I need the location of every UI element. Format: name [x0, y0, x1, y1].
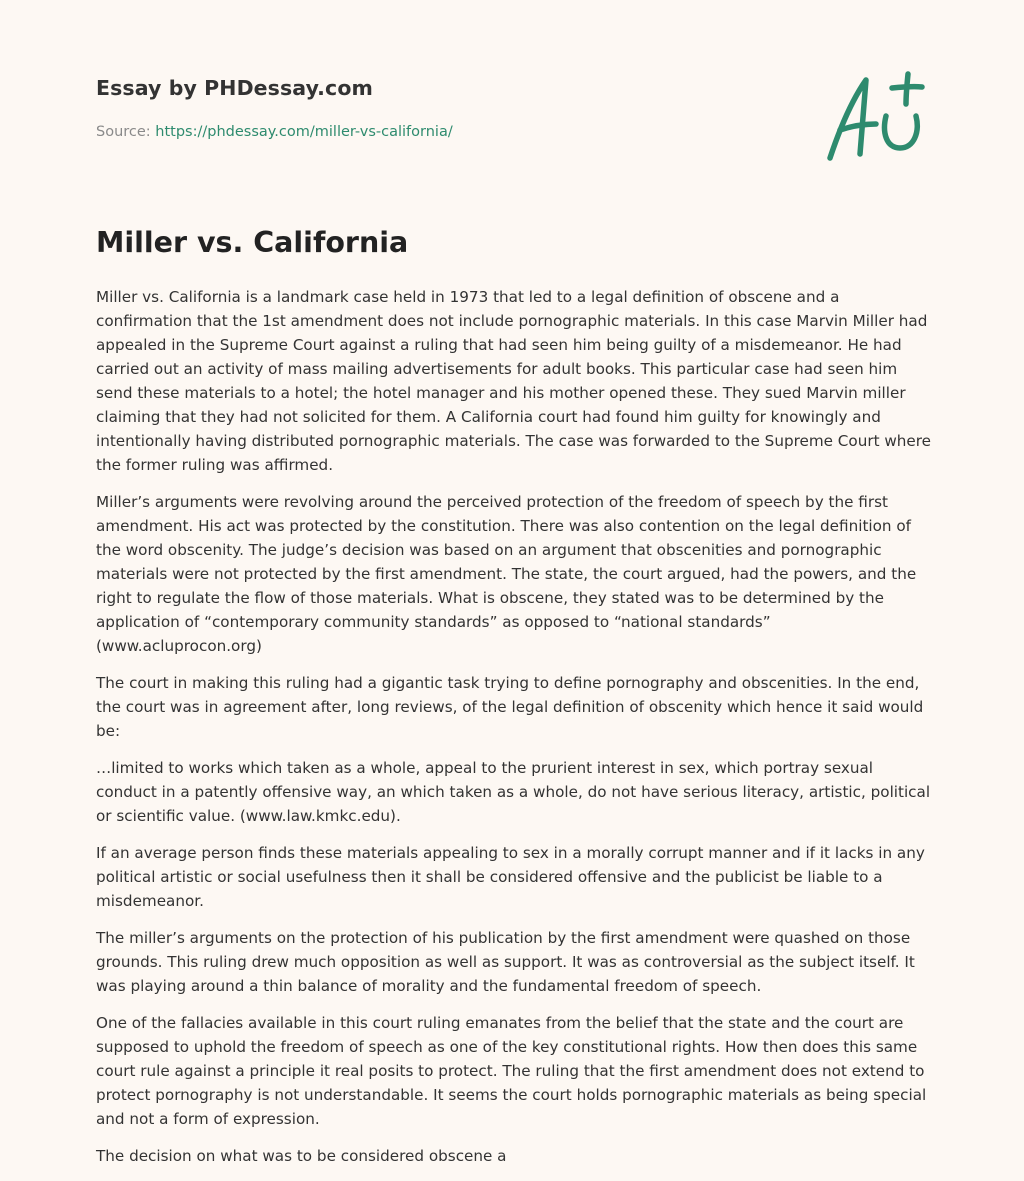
paragraph: The court in making this ruling had a gigantic task trying to define pornography and obscenities. In the end, the court was in agreement after, long reviews, of the legal definition of obscenity which hence it said would be:: [96, 674, 924, 740]
page-header: [96, 76, 796, 140]
a-plus-logo-icon: [822, 66, 930, 166]
paragraph: Miller’s arguments were revolving around the perceived protection of the freedom of speech by the first amendment. His act was protected by the constitution. There was also contention on the legal definition of the word obscenity. The judge’s decision was based on an argument that obscenities and pornographic materials were not protected by the first amendment. The state, the court argued, had the powers, and the right to regulate the flow of those materials. What is obscene, they stated was to be determined by the application of “contemporary community standards” as opposed to “national standards” (www.acluprocon.org): [96, 493, 917, 655]
article-body: [96, 285, 932, 1181]
paragraph: The miller’s arguments on the protection of his publication by the first amendment were quashed on those grounds. This ruling drew much opposition as well as support. It was as controversial as the subject itself. It was playing around a thin balance of morality and the fundamental freedom of speech.: [96, 929, 915, 995]
source-link[interactable]: https://phdessay.com/miller-vs-california/: [155, 124, 453, 140]
paragraph: …limited to works which taken as a whole, appeal to the prurient interest in sex, which portray sexual conduct in a patently offensive way, an which taken as a whole, do not have serious literacy, artistic, political or scientific value. (www.law.kmkc.edu).: [96, 759, 931, 825]
article-title: Miller vs. California: [96, 226, 409, 259]
brand-title: Essay by PHDessay.com: [96, 76, 373, 100]
paragraph: One of the fallacies available in this court ruling emanates from the belief that the state and the court are supposed to uphold the freedom of speech as one of the key constitutional rights. How then does this same court rule against a principle it real posits to protect. The ruling that the first amendment does not extend to protect pornography is not understandable. It seems the court holds pornographic materials as being special and not a form of expression.: [96, 1014, 927, 1128]
paragraph: If an average person finds these materials appealing to sex in a morally corrupt manner and if it lacks in any political artistic or social usefulness then it shall be considered offensive and the publicist be liable to a misdemeanor.: [96, 844, 925, 910]
source-line: [96, 124, 796, 140]
paragraph: The decision on what was to be considered obscene a: [96, 1147, 507, 1165]
paragraph: Miller vs. California is a landmark case held in 1973 that led to a legal definition of obscene and a confirmation that the 1st amendment does not include pornographic materials. In this case Marvin Miller had appealed in the Supreme Court against a ruling that had seen him being guilty of a misdemeanor. He had carried out an activity of mass mailing advertisements for adult books. This particular case had seen him send these materials to a hotel; the hotel manager and his mother opened these. They sued Marvin miller claiming that they had not solicited for them. A California court had found him guilty for knowingly and intentionally having distributed pornographic materials. The case was forwarded to the Supreme Court where the former ruling was affirmed.: [96, 288, 931, 474]
source-label: Source:: [96, 124, 156, 140]
